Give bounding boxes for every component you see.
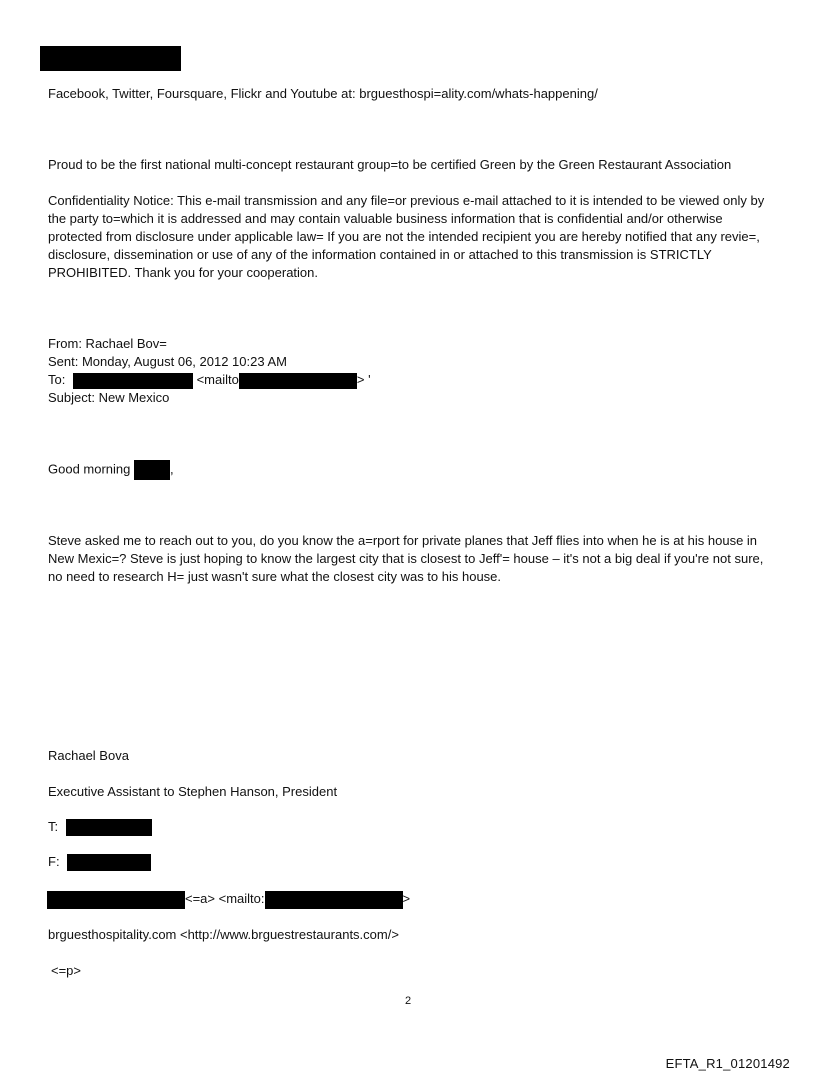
signature-phone — [48, 818, 152, 836]
signature-name: Rachael Bova — [48, 748, 129, 763]
signature-email — [47, 890, 410, 909]
greeting — [48, 460, 174, 480]
email-to-mailto: <mailto — [196, 372, 239, 387]
email-to-close: > ' — [356, 372, 371, 387]
signature-title: Executive Assistant to Stephen Hanson, President — [48, 784, 338, 799]
email-to-label: To: — [48, 372, 66, 387]
redacted-email-text — [47, 891, 185, 909]
closing-tag: <=p> — [51, 963, 82, 978]
confidentiality-notice: Confidentiality Notice: This e-mail transmission and any file=or previous e-mail attached to it is intended to be viewed only by the party to=which it is addressed and may contain valuable business information that is confidential and/or otherwise protected from disclosure under applicable law= If you are not the intended recipient you are hereby notified that any revie=, disclosure, dissemination or use of any of the information contained in or attached to this transmission is STRICTLY PROHIBITED. Thank you for your cooperation. — [48, 193, 765, 280]
redacted-email-address — [265, 891, 403, 909]
redacted-greeting-name — [134, 460, 170, 480]
greeting-suffix: , — [170, 461, 174, 477]
redacted-recipient-email — [239, 373, 357, 389]
email-body: Steve asked me to reach out to you, do you know the a=rport for private planes that Jeff flies into when he is at his house in New Mexic=? Steve is just hoping to know the largest city that is closest to Jeff'= house – it's not a big deal if you're not sure, no need to research H= just wasn't sure what the closest city was to his house. — [48, 533, 764, 584]
bates-number: EFTA_R1_01201492 — [665, 1056, 790, 1071]
greeting-text: Good morning — [48, 461, 131, 477]
social-links-line: Facebook, Twitter, Foursquare, Flickr and Youtube at: brguesthospi=ality.com/whats-happening/ — [48, 86, 598, 101]
email-end: > — [402, 891, 411, 906]
email-mid: <=a> <mailto: — [185, 891, 265, 906]
email-subject: Subject: New Mexico — [48, 390, 170, 405]
signature-fax — [48, 853, 151, 871]
page-number: 2 — [404, 995, 412, 1007]
redacted-recipient-name — [73, 373, 193, 389]
phone-label: T: — [48, 819, 59, 834]
redacted-phone — [66, 819, 152, 836]
email-from: From: Rachael Bov= — [48, 336, 167, 351]
fax-label: F: — [48, 854, 60, 869]
email-to — [48, 371, 371, 389]
redacted-fax — [67, 854, 151, 871]
green-certification-line: Proud to be the first national multi-concept restaurant group=to be certified Green by the Green Restaurant Association — [48, 157, 732, 172]
email-sent: Sent: Monday, August 06, 2012 10:23 AM — [48, 354, 287, 369]
signature-website: brguesthospitality.com <http://www.brguestrestaurants.com/> — [48, 927, 399, 942]
redacted-header-block — [40, 46, 181, 71]
